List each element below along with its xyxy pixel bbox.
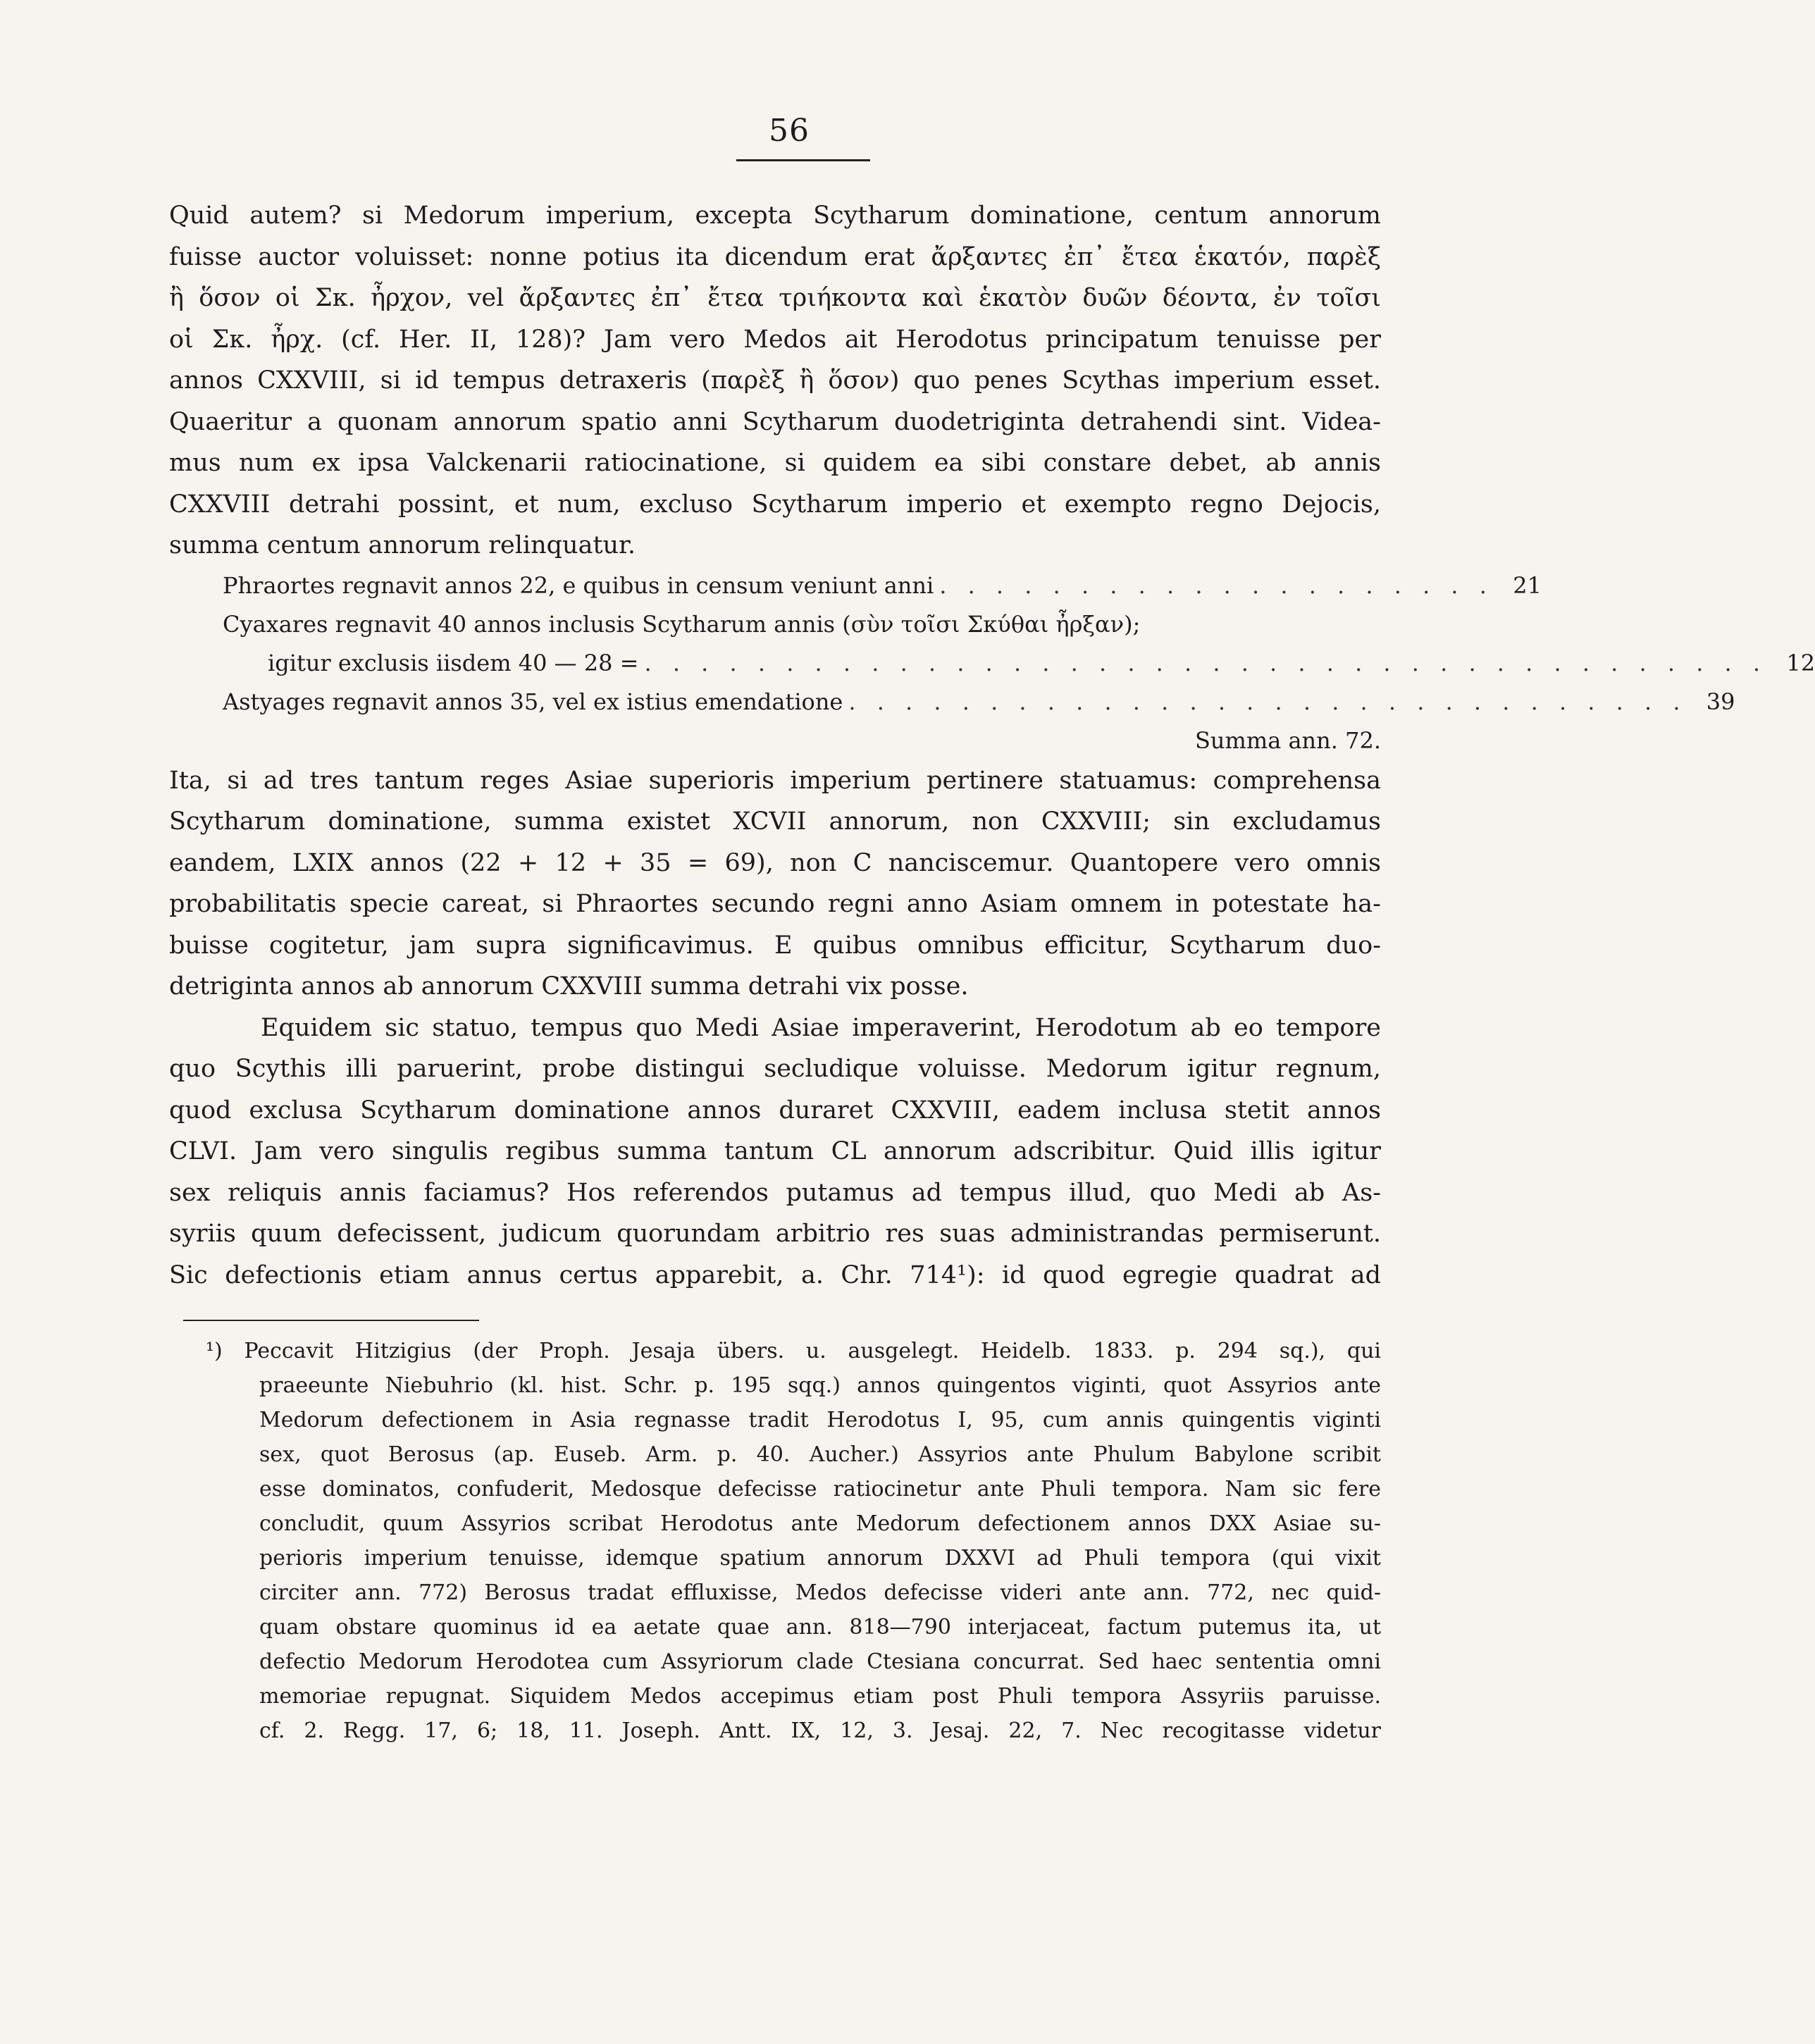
sum-row [169,721,1381,760]
table-row [169,644,1815,683]
row-label: Cyaxares regnavit 40 annos inclusis Scytharum annis (σὺν τοῖσι Σκύθαι ἦρξαν); [223,610,1141,638]
text-line: mus num ex ipsa Valckenarii ratiocinatione, si quidem ea sibi constare debet, ab annis [169,449,1381,477]
leader-dots: . . . . . . . . . . . . . . . . . . . . [939,571,1494,599]
leader-dots: . . . . . . . . . . . . . . . . . . . . . . . . . . . . . . [848,688,1687,715]
text-line: detriginta annos ab annorum CXXVIII summa detrahi vix posse. [169,972,969,1001]
footnote-rule [183,1320,479,1321]
text-line: probabilitatis specie careat, si Phraortes secundo regni anno Asiam omnem in potestate ha- [169,890,1381,918]
text-line: CXXVIII detrahi possint, et num, excluso Scytharum imperio et exempto regno Dejocis, [169,490,1381,519]
row-value: 21 [1513,571,1542,599]
table-row [169,566,1542,605]
table-row [169,683,1735,721]
footnote-line: Medorum defectionem in Asia regnasse tradit Herodotus I, 95, cum annis quingentis viginti [259,1408,1381,1432]
text-line: fuisse auctor voluisset: nonne potius ita dicendum erat ἄρξαντες ἐπ᾽ ἔτεα ἑκατόν, παρὲξ [169,242,1381,271]
sum-label: Summa ann. [1195,726,1338,754]
footnote-line: defectio Medorum Herodotea cum Assyriorum clade Ctesiana concurrat. Sed haec sententia omni [259,1649,1381,1674]
text-line: syriis quum defecissent, judicum quorundam arbitrio res suas administrandas permiserunt. [169,1220,1381,1248]
row-value: 39 [1706,688,1735,715]
paragraph-3 [169,1008,1381,1296]
text-line: Quaeritur a quonam annorum spatio anni Scytharum duodetriginta detrahendi sint. Videa- [169,407,1381,436]
text-line: CLVI. Jam vero singulis regibus summa tantum CL annorum adscribitur. Quid illis igitur [169,1137,1381,1165]
footnote-line: quam obstare quominus id ea aetate quae ann. 818—790 interjaceat, factum putemus ita, ut [259,1615,1381,1640]
text-line: sex reliquis annis faciamus? Hos referendos putamus ad tempus illud, quo Medi ab As- [169,1178,1381,1207]
text-line: quod exclusa Scytharum dominatione annos duraret CXXVIII, eadem inclusa stetit annos [169,1096,1381,1125]
row-label: igitur exclusis iisdem 40 — 28 = [268,649,639,676]
text-line: Sic defectionis etiam annus certus apparebit, a. Chr. 714¹): id quod egregie quadrat ad [169,1261,1381,1289]
text-line: annos CXXVIII, si id tempus detraxeris (παρὲξ ἢ ὅσον) quo penes Scythas imperium esset. [169,366,1381,395]
footnote-line: circiter ann. 772) Berosus tradat effluxisse, Medos defecisse videri ante ann. 772, nec quid- [259,1580,1381,1605]
row-label: Phraortes regnavit annos 22, e quibus in censum veniunt anni [223,571,934,599]
text-line: Equidem sic statuo, tempus quo Medi Asiae imperaverint, Herodotum ab eo tempore [261,1013,1381,1042]
paragraph-2 [169,760,1381,1008]
footnote-line: praeeunte Niebuhrio (kl. hist. Schr. p. 195 sqq.) annos quingentos viginti, quot Assyrios ante [259,1373,1381,1398]
text-line: summa centum annorum relinquatur. [169,531,636,559]
reign-table [169,566,1815,760]
page-number-rule [736,159,870,161]
text-line: οἱ Σκ. ἦρχ. (cf. Her. II, 128)? Jam vero Medos ait Herodotus principatum tenuisse per [169,325,1381,354]
leader-dots: . . . . . . . . . . . . . . . . . . . . . . . . . . . . . . . . . . . . . . . . [644,649,1768,676]
text-line: ἢ ὅσον οἱ Σκ. ἦρχον, vel ἄρξαντες ἐπ᾽ ἔτεα τριήκοντα καὶ ἑκατὸν δυῶν δέοντα, ἐν τοῖσι [169,284,1381,312]
sum-value: 72. [1345,726,1381,754]
row-value: 12 [1786,649,1815,676]
row-label: Astyages regnavit annos 35, vel ex istius emendatione [223,688,843,715]
text-line: Ita, si ad tres tantum reges Asiae superioris imperium pertinere statuamus: comprehensa [169,766,1381,795]
text-line: Quid autem? si Medorum imperium, excepta Scytharum dominatione, centum annorum [169,202,1381,230]
footnote-line: esse dominatos, confuderit, Medosque defecisse ratiocinetur ante Phuli tempora. Nam sic fere [259,1477,1381,1501]
footnote-line: ¹) Peccavit Hitzigius (der Proph. Jesaja übers. u. ausgelegt. Heidelb. 1833. p. 294 sq.), qui [206,1339,1381,1363]
paragraph-1 [169,195,1381,566]
footnote-line: perioris imperium tenuisse, idemque spatium annorum DXXVI ad Phuli tempora (qui vixit [259,1546,1381,1571]
footnote [169,1334,1381,1748]
text-line: quo Scythis illi paruerint, probe distingui secludique voluisse. Medorum igitur regnum, [169,1055,1381,1083]
footnote-line: sex, quot Berosus (ap. Euseb. Arm. p. 40. Aucher.) Assyrios ante Phulum Babylone scribit [259,1442,1381,1467]
table-row [169,605,1381,644]
footnote-line: concludit, quum Assyrios scribat Herodotus ante Medorum defectionem annos DXX Asiae su- [259,1511,1381,1536]
footnote-line: memoriae repugnat. Siquidem Medos accepimus etiam post Phuli tempora Assyriis paruisse. [259,1684,1381,1709]
text-line: Scytharum dominatione, summa existet XCVII annorum, non CXXVIII; sin excludamus [169,807,1381,836]
footnote-line: cf. 2. Regg. 17, 6; 18, 11. Joseph. Antt. IX, 12, 3. Jesaj. 22, 7. Nec recogitasse videtur [259,1718,1381,1743]
text-line: eandem, LXIX annos (22 + 12 + 35 = 69), non C nanciscemur. Quantopere vero omnis [169,848,1381,877]
main-text [169,195,1815,1296]
page-number: 56 [769,113,810,149]
document-page [169,113,1815,1748]
text-line: buisse cogitetur, jam supra significavimus. E quibus omnibus efficitur, Scytharum duo- [169,931,1381,960]
